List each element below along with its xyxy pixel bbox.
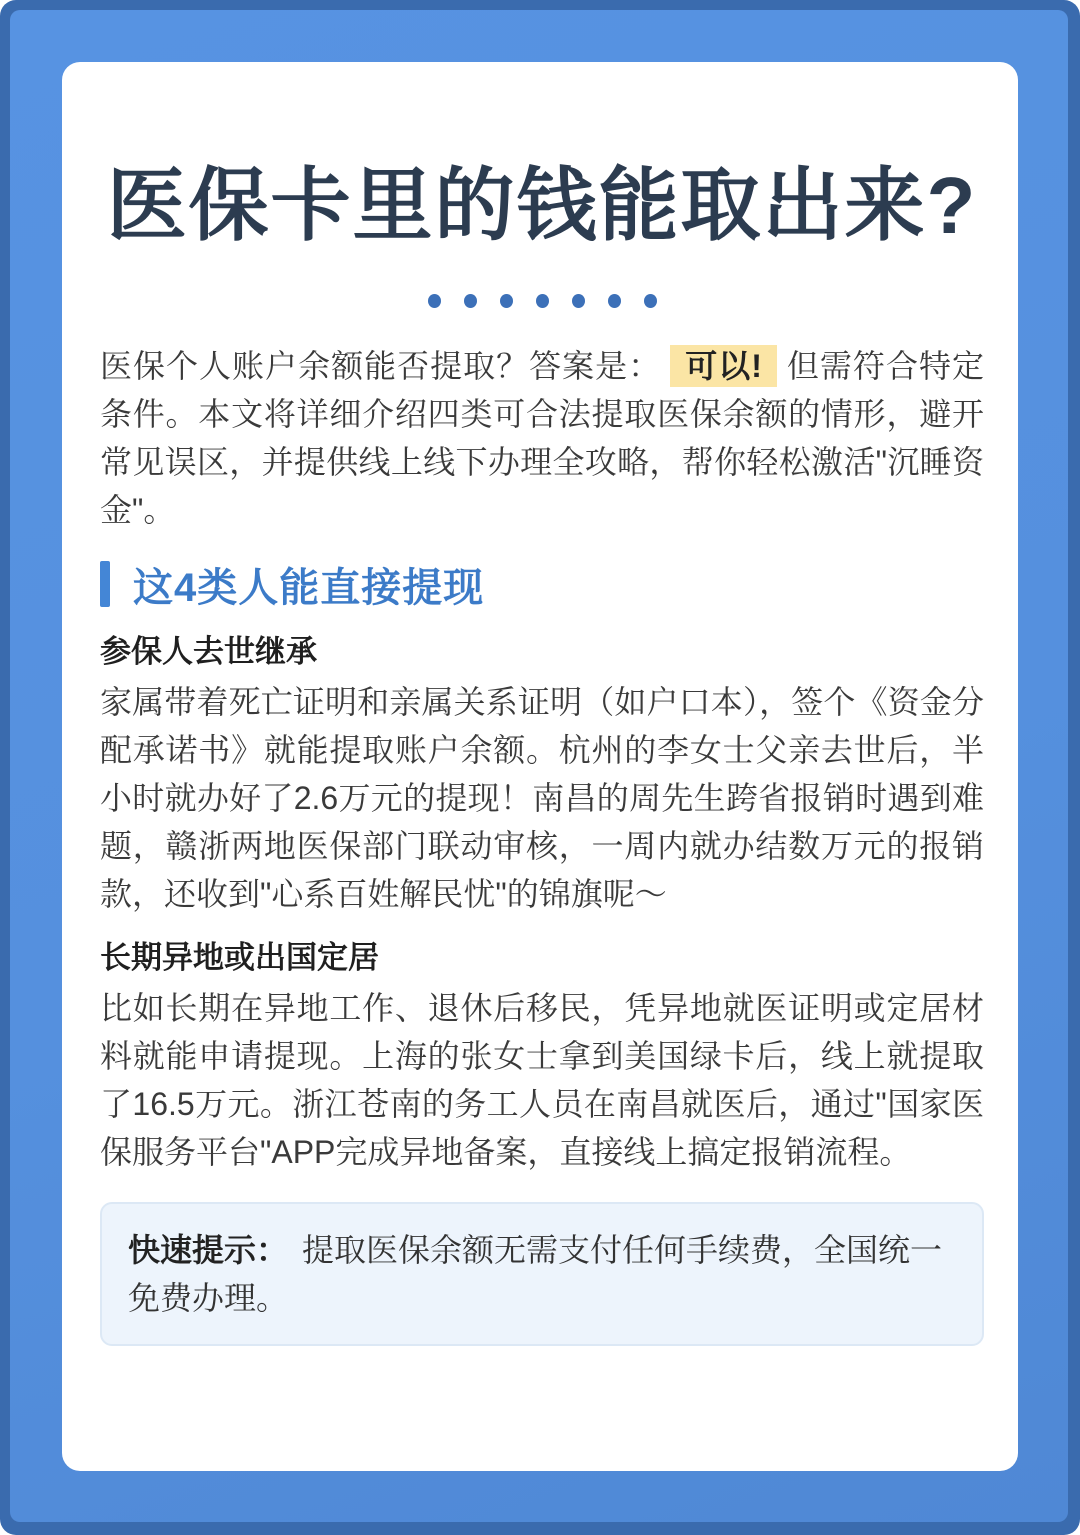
dot-icon xyxy=(608,294,621,308)
highlight-answer: 可以! xyxy=(670,345,777,387)
page-title: 医保卡里的钱能取出来? xyxy=(106,161,978,250)
tip-label: 快速提示： xyxy=(128,1232,289,1268)
dot-icon xyxy=(500,294,513,308)
dot-icon xyxy=(536,294,549,308)
tip-text: 提取医保余额无需支付任何手续费，全国统一免费办理。 xyxy=(128,1232,943,1316)
page-frame xyxy=(10,10,1068,1522)
dot-icon xyxy=(428,294,441,308)
section-heading-text: 这4类人能直接提现 xyxy=(133,565,485,610)
subsection-body-relocation: 比如长期在异地工作、退休后移民，凭异地就医证明或定居材料就能申请提现。上海的张女士拿到美国绿卡后，线上就提取了16.5万元。浙江苍南的务工人员在南昌就医后，通过"国家医保服务平台"APP完成异地备案，直接线上搞定报销流程。 xyxy=(100,990,984,1170)
intro-text-before: 医保个人账户余额能否提取？答案是： xyxy=(100,348,662,384)
dot-icon xyxy=(572,294,585,308)
decorative-dots xyxy=(100,294,984,308)
intro-text-after: 但需符合特定条件。本文将详细介绍四类可合法提取医保余额的情形，避开常见误区，并提供线上线下办理全攻略，帮你轻松激活"沉睡资金"。 xyxy=(100,348,984,528)
tip-box xyxy=(100,1202,984,1346)
intro-paragraph xyxy=(100,342,984,534)
article-card xyxy=(62,62,1018,1471)
subsection-title-inheritance: 参保人去世继承 xyxy=(100,634,317,669)
dot-icon xyxy=(464,294,477,308)
section-accent-bar-icon xyxy=(100,561,110,607)
subsection-title-relocation: 长期异地或出国定居 xyxy=(100,940,379,975)
subsection-body-inheritance: 家属带着死亡证明和亲属关系证明（如户口本），签个《资金分配承诺书》就能提取账户余额。杭州的李女士父亲去世后，半小时就办好了2.6万元的提现！南昌的周先生跨省报销时遇到难题，赣浙两地医保部门联动审核，一周内就办结数万元的报销款，还收到"心系百姓解民忧"的锦旗呢～ xyxy=(100,684,984,912)
dot-icon xyxy=(644,294,657,308)
section-heading xyxy=(100,560,984,608)
